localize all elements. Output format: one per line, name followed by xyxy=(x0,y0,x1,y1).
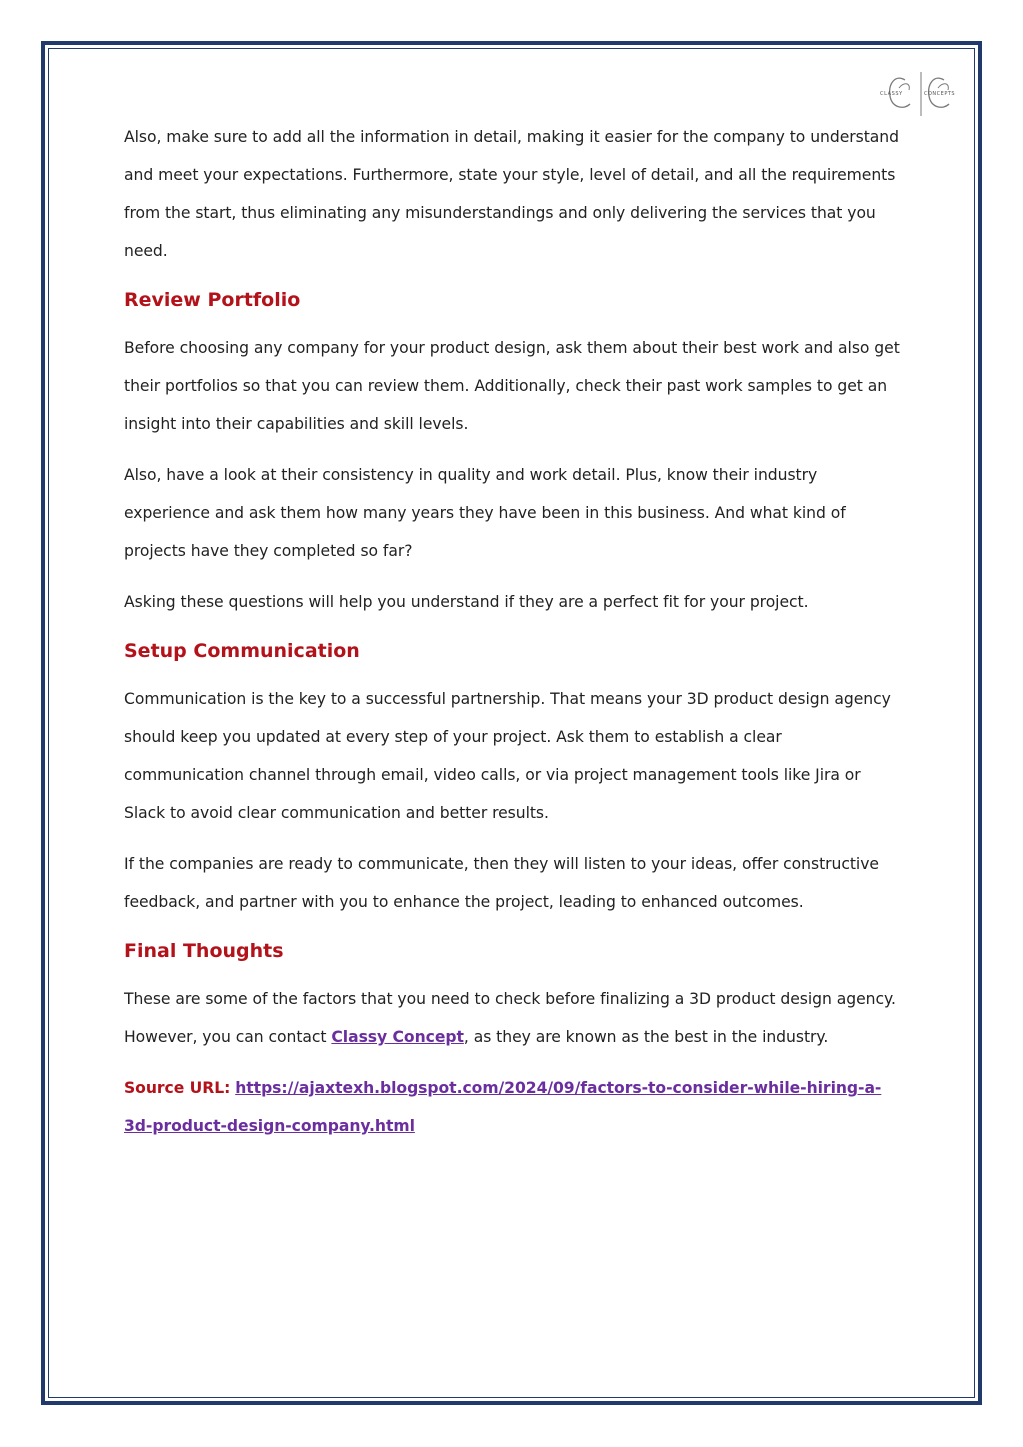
review-portfolio-paragraph-1: Before choosing any company for your product design, ask them about their best work and also get their portfolios so that you can review them. Additionally, check their past work samples to get an insight into their capabilities and skill levels. xyxy=(124,339,900,433)
heading-final-thoughts: Final Thoughts xyxy=(124,940,284,962)
review-portfolio-paragraph-2: Also, have a look at their consistency in quality and work detail. Plus, know their industry experience and ask them how many years they have been in this business. And what kind of projects have they completed so far? xyxy=(124,466,846,560)
final-thoughts-text-after: , as they are known as the best in the industry. xyxy=(463,1028,829,1046)
intro-paragraph: Also, make sure to add all the information in detail, making it easier for the company to understand and meet your expectations. Furthermore, state your style, level of detail, and all the requirements from the start, thus eliminating any misunderstandings and only delivering the services that you need. xyxy=(124,128,899,260)
heading-review-portfolio: Review Portfolio xyxy=(124,289,301,311)
source-url-link[interactable]: https://ajaxtexh.blogspot.com/2024/09/factors-to-consider-while-hiring-a-3d-product-design-company.html xyxy=(124,1079,882,1135)
setup-communication-paragraph-1: Communication is the key to a successful partnership. That means your 3D product design agency should keep you updated at every step of your project. Ask them to establish a clear communication channel through email, video calls, or via project management tools like Jira or Slack to avoid clear communication and better results. xyxy=(124,690,891,822)
classy-concepts-logo xyxy=(878,66,968,122)
classy-concept-link[interactable]: Classy Concept xyxy=(331,1028,464,1046)
logo-text-concepts: CONCEPTS xyxy=(924,91,956,97)
final-thoughts-paragraph xyxy=(124,980,904,1056)
logo-text-classy: CLASSY xyxy=(880,91,903,97)
source-url-label: Source URL: xyxy=(124,1079,231,1097)
heading-setup-communication: Setup Communication xyxy=(124,640,360,662)
document-body xyxy=(124,118,904,1158)
final-thoughts-text-before: These are some of the factors that you need to check before finalizing a 3D product design agency. However, you can contact xyxy=(124,990,896,1046)
setup-communication-paragraph-2: If the companies are ready to communicate, then they will listen to your ideas, offer constructive feedback, and partner with you to enhance the project, leading to enhanced outcomes. xyxy=(124,855,879,911)
review-portfolio-paragraph-3: Asking these questions will help you understand if they are a perfect fit for your project. xyxy=(124,593,809,611)
source-line xyxy=(124,1069,904,1145)
